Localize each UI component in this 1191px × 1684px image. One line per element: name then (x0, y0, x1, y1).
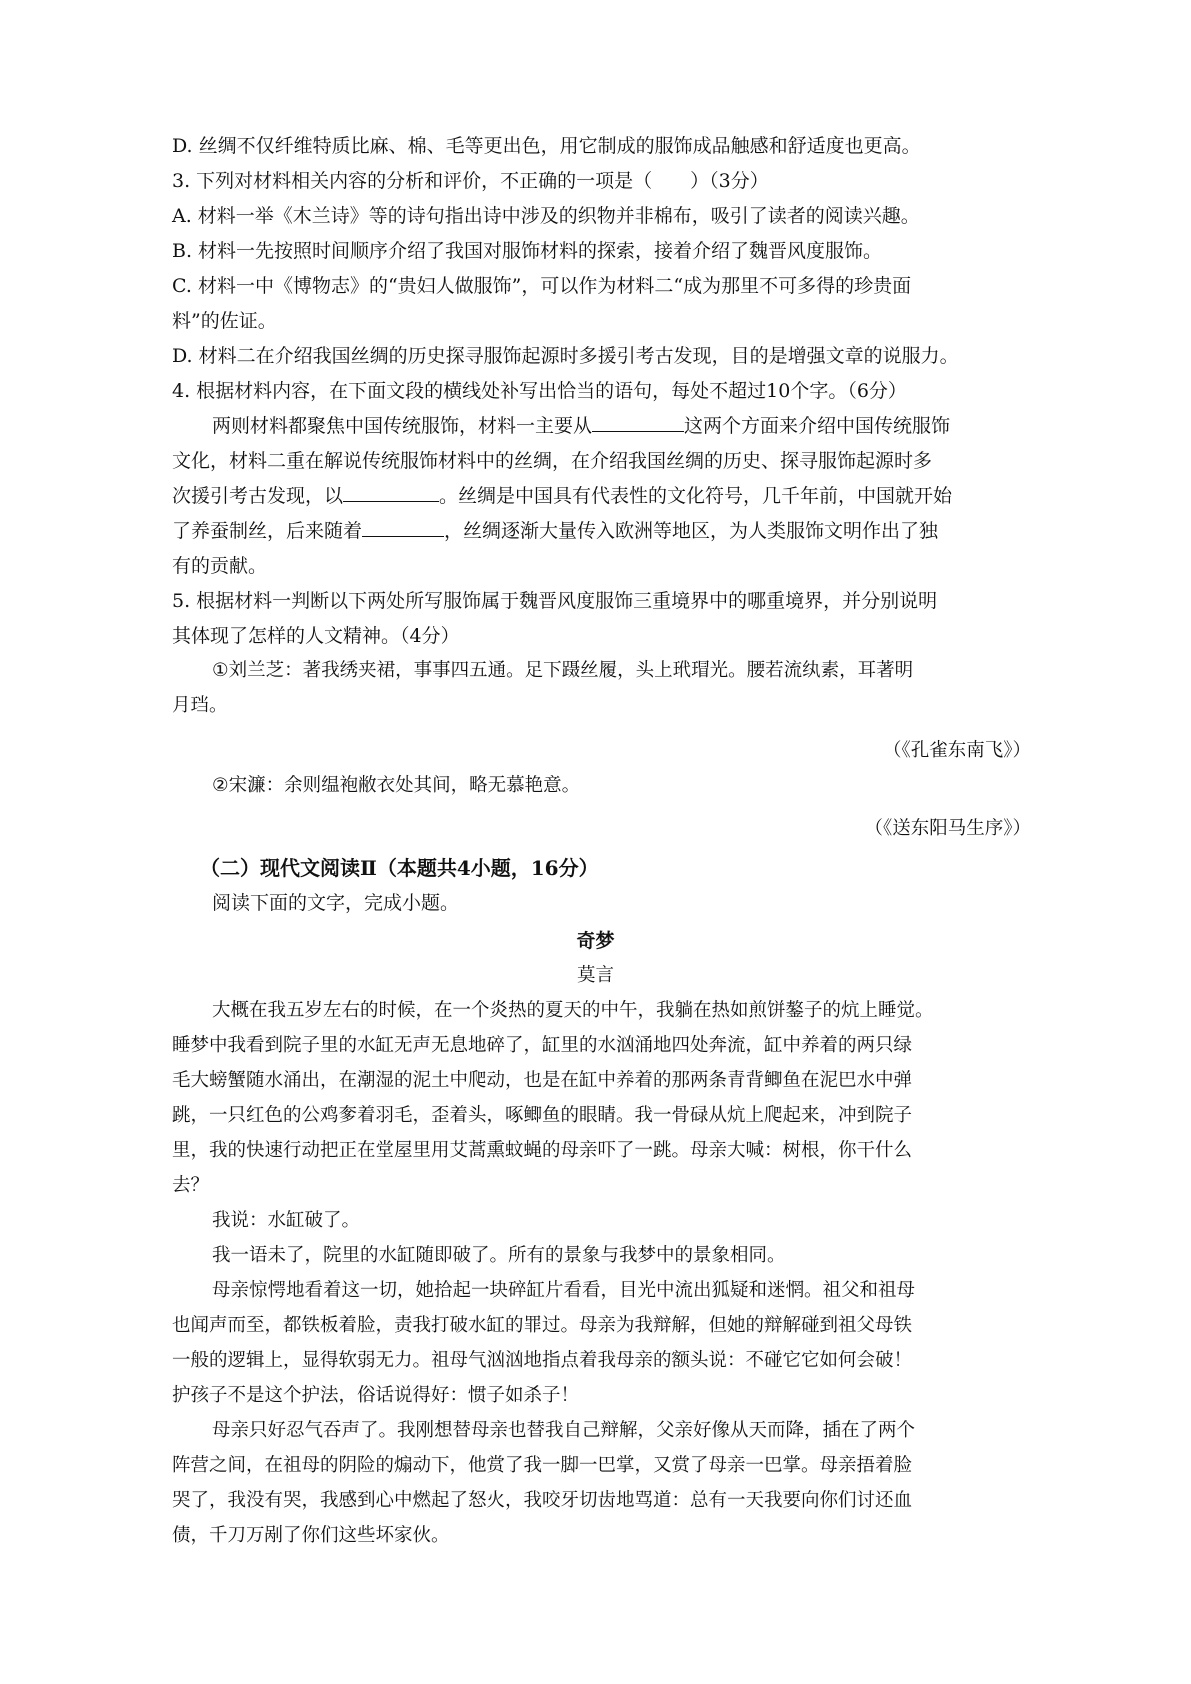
answer-blank-2[interactable] (343, 500, 439, 502)
q3-stem: 3. 下列对材料相关内容的分析和评价，不正确的一项是（ ）（3分） (172, 170, 769, 192)
q5-source2: （《送东阳马生序》） (864, 818, 1031, 839)
q4-stem: 4. 根据材料内容，在下面文段的横线处补写出恰当的语句，每处不超过10个字。（6分） (172, 380, 907, 402)
q3-option-c-line1: C. 材料一中《博物志》的“贵妇人做服饰”，可以作为材料二“成为那里不可多得的珍贵面 (172, 275, 912, 297)
story-line: 我一语未了，院里的水缸随即破了。所有的景象与我梦中的景象相同。 (212, 1245, 786, 1266)
story-author: 莫言 (576, 965, 614, 986)
story-line: 我说：水缸破了。 (212, 1210, 361, 1231)
story-line: 护孩子不是这个护法，俗话说得好：惯子如杀子！ (172, 1385, 580, 1406)
q3-option-d: D. 材料二在介绍我国丝绸的历史探寻服饰起源时多援引考古发现，目的是增强文章的说服力。 (172, 345, 959, 367)
story-line: 阵营之间，在祖母的阴险的煽动下，他赏了我一脚一巴掌，又赏了母亲一巴掌。母亲捂着脸 (172, 1455, 913, 1476)
q4-passage-line3 (172, 481, 1032, 511)
q3-option-b: B. 材料一先按照时间顺序介绍了我国对服饰材料的探索，接着介绍了魏晋风度服饰。 (172, 240, 883, 262)
story-line: 大概在我五岁左右的时候，在一个炎热的夏天的中午，我躺在热如煎饼鏊子的炕上睡觉。 (212, 1000, 934, 1021)
story-line: 哭了，我没有哭，我感到心中燃起了怒火，我咬牙切齿地骂道：总有一天我要向你们讨还血 (172, 1490, 913, 1511)
story-line: 跳，一只红色的公鸡奓着羽毛，歪着头，啄鲫鱼的眼睛。我一骨碌从炕上爬起来，冲到院子 (172, 1105, 913, 1126)
story-line: 债，千刀万剐了你们这些坏家伙。 (172, 1525, 450, 1546)
story-line: 母亲只好忍气吞声了。我刚想替母亲也替我自己辩解，父亲好像从天而降，插在了两个 (212, 1420, 916, 1441)
section-heading: （二）现代文阅读Ⅱ（本题共4小题，16分） (200, 856, 599, 880)
section-instruction: 阅读下面的文字，完成小题。 (212, 892, 460, 914)
q3-option-a: A. 材料一举《木兰诗》等的诗句指出诗中涉及的织物并非棉布，吸引了读者的阅读兴趣。 (172, 205, 920, 227)
story-line: 也闻声而至，都铁板着脸，责我打破水缸的罪过。母亲为我辩解，但她的辩解碰到祖父母铁 (172, 1315, 913, 1336)
q4-passage-line1 (212, 411, 1072, 441)
story-line: 睡梦中我看到院子里的水缸无声无息地碎了，缸里的水汹涌地四处奔流，缸中养着的两只绿 (172, 1035, 913, 1056)
q4-passage-line5: 有的贡献。 (172, 555, 268, 577)
q4-text: 了养蚕制丝，后来随着 (172, 520, 363, 542)
q4-text: 两则材料都聚焦中国传统服饰，材料一主要从 (212, 415, 593, 437)
story-line: 里，我的快速行动把正在堂屋里用艾蒿熏蚊蝇的母亲吓了一跳。母亲大喊：树根，你干什么 (172, 1140, 913, 1161)
q5-quote1-line2: 月珰。 (172, 695, 228, 716)
q4-text: 这两个方面来介绍中国传统服饰 (684, 415, 951, 437)
story-line: 母亲惊愕地看着这一切，她拾起一块碎缸片看看，目光中流出狐疑和迷惘。祖父和祖母 (212, 1280, 916, 1301)
story-title: 奇梦 (576, 930, 615, 952)
q5-quote2: ②宋濂：余则缊袍敝衣处其间，略无慕艳意。 (212, 775, 581, 796)
answer-blank-1[interactable] (592, 430, 684, 432)
q3-option-c-line2: 料”的佐证。 (172, 310, 277, 332)
answer-blank-3[interactable] (362, 535, 444, 537)
q4-text: ，丝绸逐渐大量传入欧洲等地区，为人类服饰文明作出了独 (444, 520, 939, 542)
q5-quote1-line1: ①刘兰芝：著我绣夹裙，事事四五通。足下蹑丝履，头上玳瑁光。腰若流纨素，耳著明 (212, 660, 914, 681)
q4-passage-line4 (172, 516, 1032, 546)
q5-stem-line1: 5. 根据材料一判断以下两处所写服饰属于魏晋风度服饰三重境界中的哪重境界，并分别说明 (172, 590, 938, 612)
q4-passage-line2: 文化，材料二重在解说传统服饰材料中的丝绸，在介绍我国丝绸的历史、探寻服饰起源时多 (172, 450, 933, 472)
q4-text: 次援引考古发现，以 (172, 485, 344, 507)
story-line: 一般的逻辑上，显得软弱无力。祖母气汹汹地指点着我母亲的额头说：不碰它它如何会破！ (172, 1350, 913, 1371)
story-line: 毛大螃蟹随水涌出，在潮湿的泥土中爬动，也是在缸中养着的那两条青背鲫鱼在泥巴水中弹 (172, 1070, 913, 1091)
q5-stem-line2: 其体现了怎样的人文精神。（4分） (172, 625, 460, 647)
story-line: 去？ (172, 1175, 210, 1196)
q5-source1: （《孔雀东南飞》） (882, 740, 1031, 761)
q2-option-d: D. 丝绸不仅纤维特质比麻、棉、毛等更出色，用它制成的服饰成品触感和舒适度也更高。 (172, 135, 921, 157)
q4-text: 。丝绸是中国具有代表性的文化符号，几千年前，中国就开始 (439, 485, 953, 507)
